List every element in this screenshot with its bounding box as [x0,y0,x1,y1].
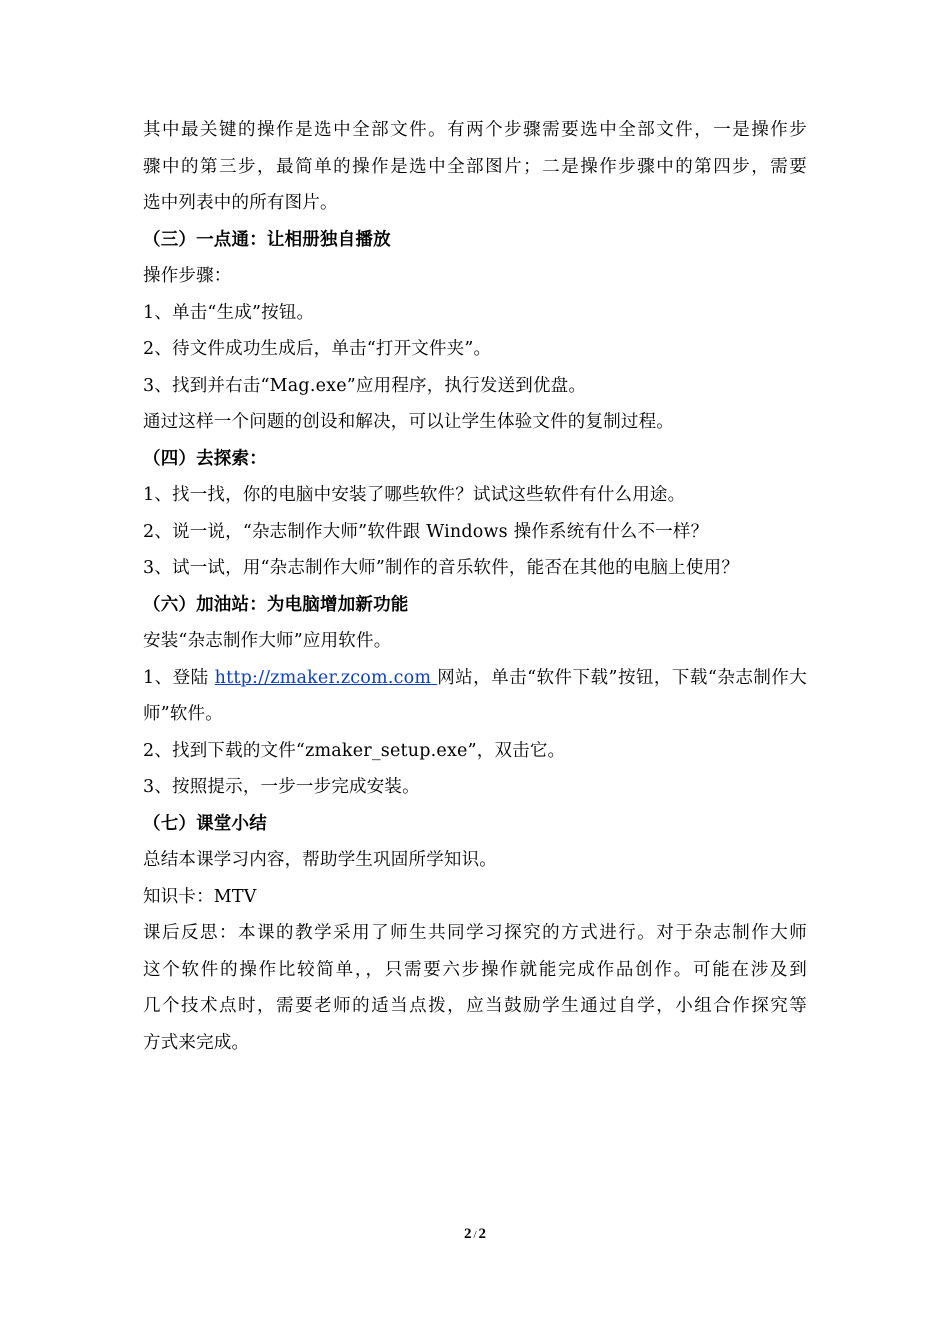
current-page: 2 [463,1226,472,1242]
step-item-with-link [143,660,807,697]
page-separator: / [473,1229,477,1241]
paragraph-line: 总结本课学习内容，帮助学生巩固所学知识。 [143,850,497,870]
step-item: 2、待文件成功生成后，单击“打开文件夹”。 [143,339,492,359]
page-number [0,1226,950,1243]
section-heading-4: （四）去探索： [143,448,267,469]
download-link[interactable]: http://zmaker.zcom.com [214,667,438,688]
step-prefix: 1、登陆 [143,667,215,688]
paragraph-line: 通过这样一个问题的创设和解决，可以让学生体验文件的复制过程。 [143,412,674,432]
step-item: 1、单击“生成”按钮。 [143,302,315,323]
document-body [143,112,807,1061]
reflection-line: 几个技术点时，需要老师的适当点拨，应当鼓励学生通过自学，小组合作探究等 [143,996,807,1016]
step-item: 3、按照提示，一步一步完成安装。 [143,777,420,797]
paragraph-line: 知识卡：MTV [143,886,257,907]
step-item: 2、说一说，“杂志制作大师”软件跟 Windows 操作系统有什么不一样？ [143,521,709,542]
reflection-line: 这个软件的操作比较简单，，只需要六步操作就能完成作品创作。可能在涉及到 [143,959,807,980]
section-heading-7: （七）课堂小结 [143,813,267,834]
step-item: 1、找一找，你的电脑中安装了哪些软件？试试这些软件有什么用途。 [143,485,686,505]
section-heading-3: （三）一点通：让相册独自播放 [143,229,391,250]
reflection-line: 课后反思：本课的教学采用了师生共同学习探究的方式进行。对于杂志制作大师 [143,923,807,943]
section-heading-6: （六）加油站：为电脑增加新功能 [143,594,409,615]
paragraph-line: 其中最关键的操作是选中全部文件。有两个步骤需要选中全部文件，一是操作步 [143,120,807,140]
steps-label: 操作步骤： [143,266,232,286]
step-item: 3、试一试，用“杂志制作大师”制作的音乐软件，能否在其他的电脑上使用？ [143,558,740,578]
reflection-line: 方式来完成。 [143,1032,250,1053]
paragraph-line: 师”软件。 [143,704,223,724]
step-item: 2、找到下载的文件“zmaker_setup.exe”，双击它。 [143,740,566,761]
paragraph-line: 选中列表中的所有图片。 [143,193,338,213]
step-suffix: 网站，单击“软件下载”按钮，下载“杂志制作大 [437,667,807,688]
total-pages: 2 [478,1226,487,1242]
step-item: 3、找到并右击“Mag.exe”应用程序，执行发送到优盘。 [143,375,587,396]
paragraph-line: 骤中的第三步，最简单的操作是选中全部图片；二是操作步骤中的第四步，需要 [143,156,807,177]
paragraph-line: 安装“杂志制作大师”应用软件。 [143,631,392,651]
